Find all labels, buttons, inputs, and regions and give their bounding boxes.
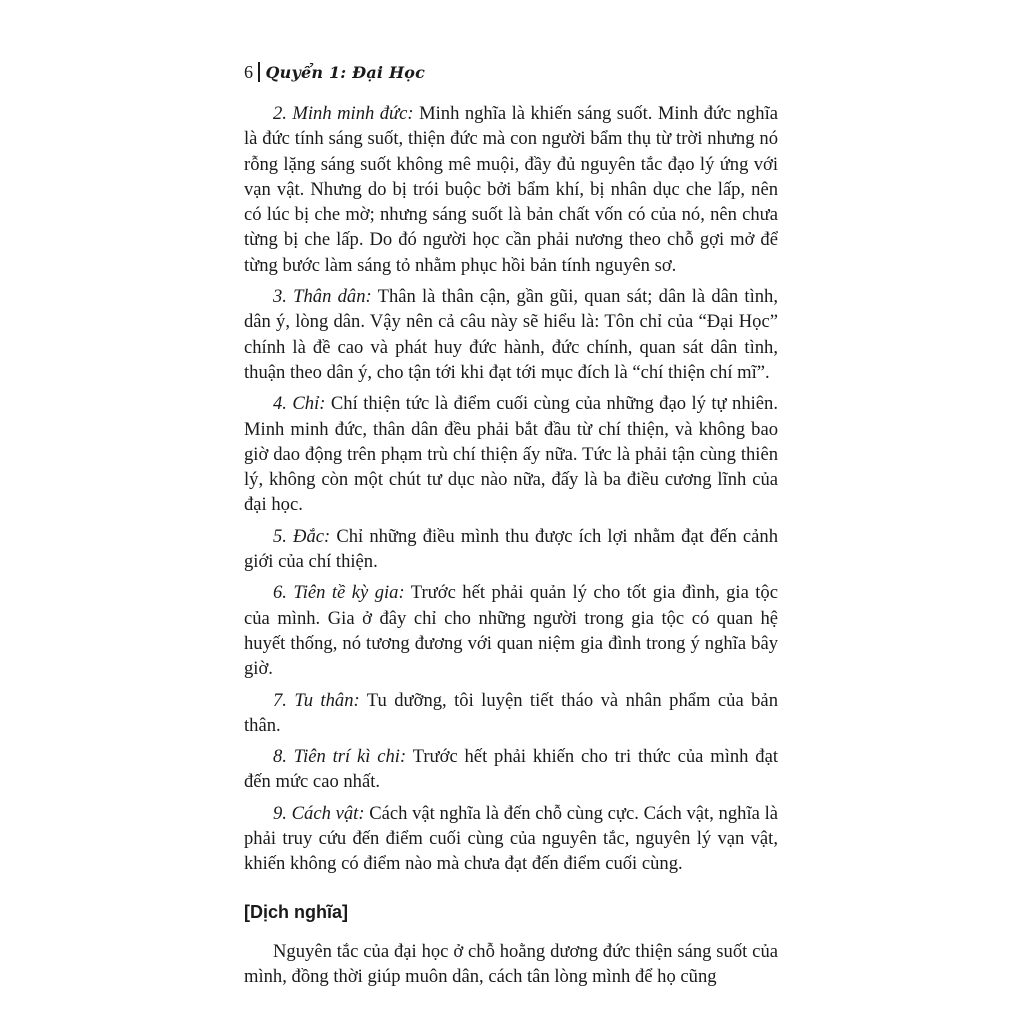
note-text: Tu dưỡng, tôi luyện tiết tháo và nhân phẩm của bản thân. bbox=[244, 689, 778, 736]
note-6 bbox=[244, 580, 778, 681]
note-term: 8. Tiên trí kì chi: bbox=[273, 746, 407, 768]
header-divider bbox=[258, 62, 260, 82]
section-heading-translation: [Dịch nghĩa] bbox=[244, 901, 348, 922]
note-4 bbox=[244, 391, 778, 517]
note-text: Thân là thân cận, gần gũi, quan sát; dân là dân tình, dân ý, lòng dân. Vậy nên cả câu này sẽ hiểu là: Tôn chỉ của “Đại Học” chính là đề cao và phát huy đức hành, đức chính, quan sát dân tình, thuận theo dân ý, cho tận tới khi đạt tới mục đích là “chí thiện chí mĩ”. bbox=[244, 286, 778, 383]
note-term: 6. Tiên tề kỳ gia: bbox=[273, 582, 405, 604]
note-7 bbox=[244, 688, 778, 739]
page-body bbox=[244, 101, 778, 995]
note-text: Chỉ những điều mình thu được ích lợi nhằm đạt đến cảnh giới của chí thiện. bbox=[244, 525, 779, 573]
note-text: Trước hết phải quản lý cho tốt gia đình, gia tộc của mình. Gia ở đây chỉ cho những người trong gia tộc có quan hệ huyết thống, nó tương đương với quan niệm gia đình trong ý nghĩa bây giờ. bbox=[244, 582, 778, 680]
note-term: 7. Tu thân: bbox=[273, 689, 360, 711]
note-text: Chí thiện tức là điểm cuối cùng của những đạo lý tự nhiên. Minh minh đức, thân dân đều phải bắt đầu từ chí thiện, và không bao giờ dao động trên phạm trù chí thiện ấy nữa. Tức là phải tận cùng thiên lý, không còn một chút tư dục nào nữa, đấy là ba điều cương lĩnh của đại học. bbox=[244, 393, 778, 516]
page-number: 6 bbox=[244, 62, 253, 82]
note-text: Cách vật nghĩa là đến chỗ cùng cực. Cách vật, nghĩa là phải truy cứu đến điểm cuối cùng của nguyên tắc, nguyên lý vạn vật, khiến không có điểm nào mà chưa đạt đến điểm cuối cùng. bbox=[244, 802, 778, 875]
note-term: 5. Đắc: bbox=[273, 525, 331, 547]
note-8 bbox=[244, 744, 778, 795]
running-head bbox=[244, 60, 425, 85]
note-3 bbox=[244, 284, 778, 385]
note-text: Trước hết phải khiến cho tri thức của mình đạt đến mức cao nhất. bbox=[244, 746, 779, 793]
note-text: Minh nghĩa là khiến sáng suốt. Minh đức nghĩa là đức tính sáng suốt, thiện đức mà con người bẩm thụ từ trời nhưng nó rỗng lặng sáng suốt không mê muội, đầy đủ nguyên tắc đạo lý ứng với vạn vật. Nhưng do bị trói buộc bởi bẩm khí, bị nhân dục che lấp, nên có lúc bị che mờ; nhưng sáng suốt là bản chất vốn có của nó, nên chưa từng bị che lấp. Do đó người học cần phải nương theo chỗ gợi mở để từng bước làm sáng tỏ nhằm phục hồi bản tính nguyên sơ. bbox=[244, 103, 778, 276]
translation-paragraph: Nguyên tắc của đại học ở chỗ hoằng dương đức thiện sáng suốt của mình, đồng thời giúp muôn dân, cách tân lòng mình để họ cũng bbox=[244, 940, 778, 987]
note-9 bbox=[244, 801, 778, 877]
note-2 bbox=[244, 101, 778, 278]
note-term: 9. Cách vật: bbox=[273, 802, 365, 824]
book-page bbox=[244, 0, 778, 1024]
book-title: Quyển 1: Đại Học bbox=[265, 63, 426, 82]
note-term: 4. Chỉ: bbox=[273, 393, 326, 415]
note-term: 2. Minh minh đức: bbox=[273, 103, 414, 124]
note-5 bbox=[244, 524, 778, 575]
note-term: 3. Thân dân: bbox=[273, 286, 372, 308]
